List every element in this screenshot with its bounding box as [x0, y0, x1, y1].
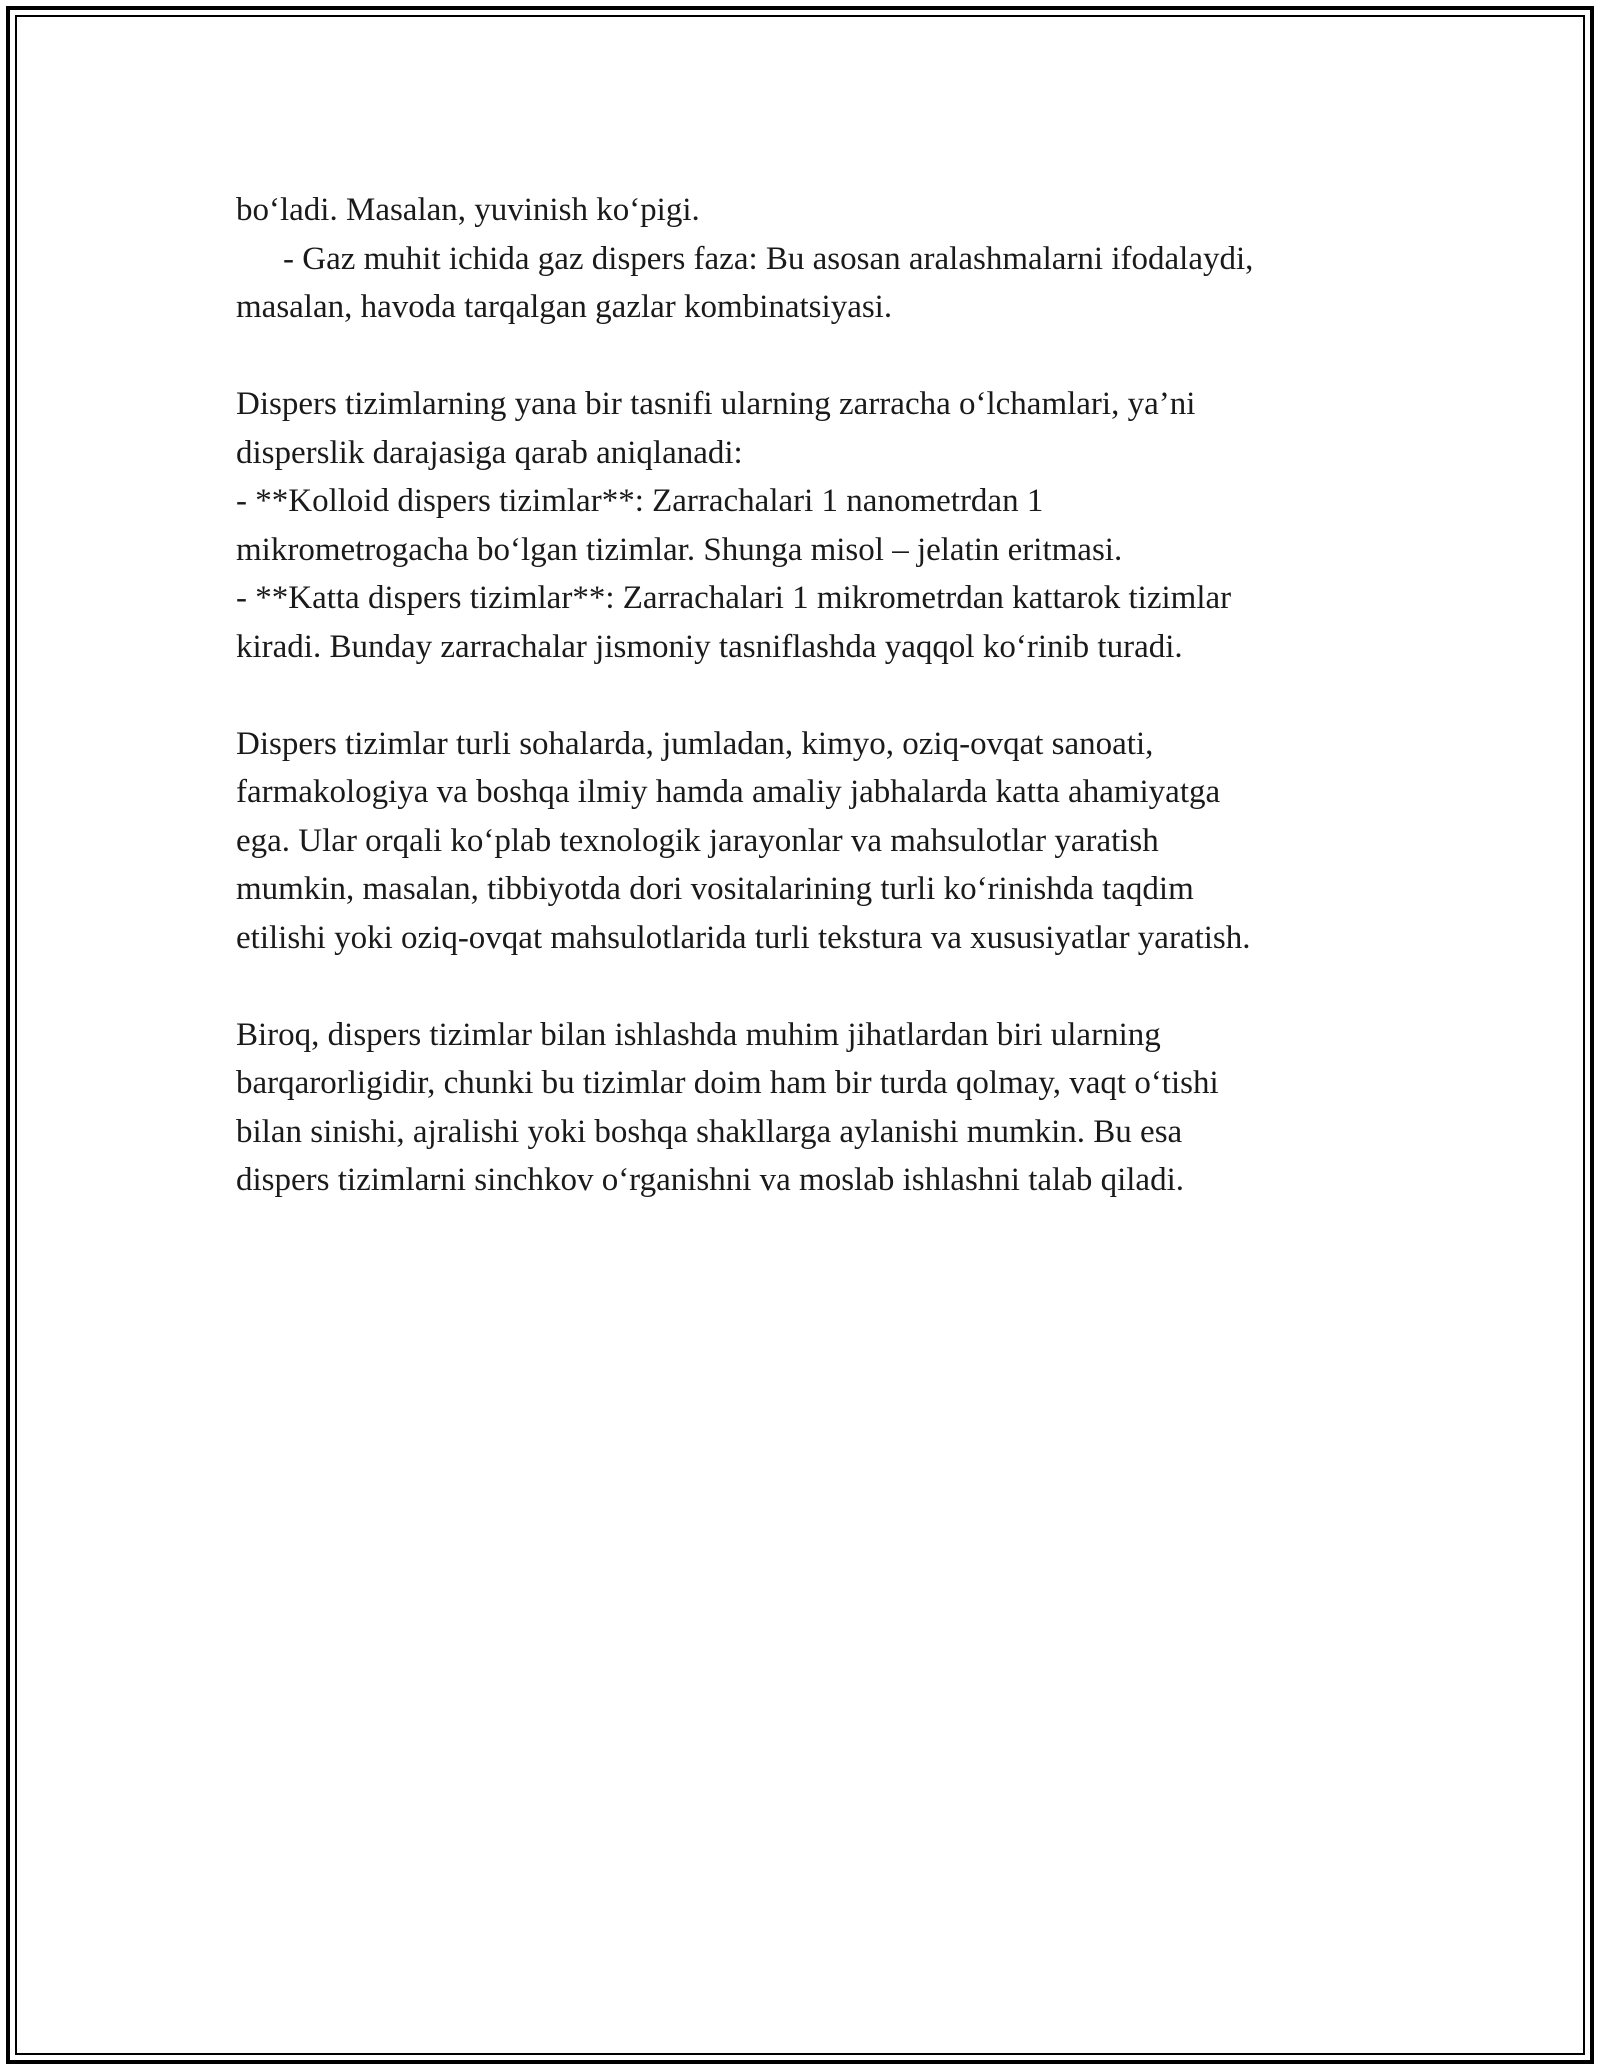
text-line: bilan sinishi, ajralishi yoki boshqa shakllarga aylanishi mumkin. Bu esa: [236, 1113, 1183, 1150]
text-line: - Gaz muhit ichida gaz dispers faza: Bu asosan aralashmalarni ifodalaydi,: [283, 240, 1254, 277]
text-line: kiradi. Bunday zarrachalar jismoniy tasniflashda yaqqol ko‘rinib turadi.: [236, 628, 1183, 665]
text-line: mikrometrogacha bo‘lgan tizimlar. Shunga misol – jelatin eritmasi.: [236, 531, 1123, 568]
text-line: masalan, havoda tarqalgan gazlar kombinatsiyasi.: [236, 289, 893, 325]
paragraph-gap: [236, 962, 1376, 1011]
text-line: disperslik darajasiga qarab aniqlanadi:: [236, 434, 743, 471]
text-line: farmakologiya va boshqa ilmiy hamda amaliy jabhalarda katta ahamiyatga: [236, 774, 1221, 810]
text-line: - **Kolloid dispers tizimlar**: Zarrachalari 1 nanometrdan 1: [236, 483, 1044, 519]
text-line: Dispers tizimlarning yana bir tasnifi ularning zarracha o‘lchamlari, ya’ni: [236, 386, 1196, 422]
text-line: - **Katta dispers tizimlar**: Zarrachalari 1 mikrometrdan kattarok tizimlar: [236, 580, 1232, 616]
text-line: ega. Ular orqali ko‘plab texnologik jarayonlar va mahsulotlar yaratish: [236, 822, 1159, 859]
text-line: dispers tizimlarni sinchkov o‘rganishni va moslab ishlashni talab qiladi.: [236, 1162, 1184, 1198]
paragraph-gap: [236, 671, 1376, 720]
text-line: etilishi yoki oziq-ovqat mahsulotlarida turli tekstura va xususiyatlar yaratish.: [236, 919, 1251, 956]
document-body: [236, 186, 1376, 1205]
text-line: Dispers tizimlar turli sohalarda, jumladan, kimyo, oziq-ovqat sanoati,: [236, 725, 1154, 762]
paragraph-gap: [236, 332, 1376, 381]
text-line: bo‘ladi. Masalan, yuvinish ko‘pigi.: [236, 192, 700, 228]
text-line: Biroq, dispers tizimlar bilan ishlashda muhim jihatlardan biri ularning: [236, 1016, 1161, 1053]
text-line: barqarorligidir, chunki bu tizimlar doim ham bir turda qolmay, vaqt o‘tishi: [236, 1065, 1219, 1101]
text-line: mumkin, masalan, tibbiyotda dori vositalarining turli ko‘rinishda taqdim: [236, 871, 1194, 907]
